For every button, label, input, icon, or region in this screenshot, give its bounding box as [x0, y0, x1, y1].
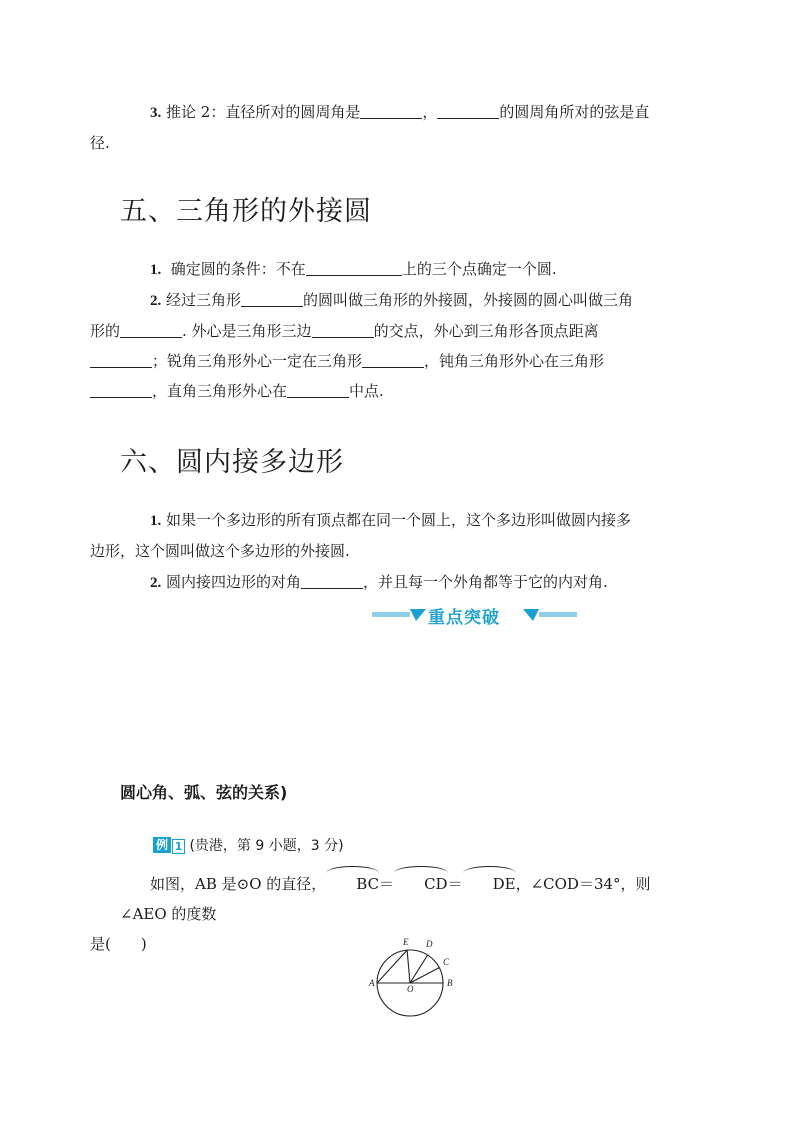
answer-blank[interactable] [90, 351, 152, 368]
answer-blank[interactable] [287, 381, 349, 398]
arc-cd: CD [394, 869, 448, 899]
banner-left-arrow-icon [410, 607, 426, 622]
answer-blank[interactable] [306, 259, 402, 276]
inscribed-polygon-definition-paragraph: 1. 如果一个多边形的所有顶点都在同一个圆上，这个多边形叫做圆内接多 边形，这个圆叫做这个多边形的外接圆. [90, 511, 632, 560]
example-source: (贵港，第 9 小题，3 分) [189, 838, 344, 854]
example-badge: 例 [153, 837, 171, 853]
section-title-circumcircle: 五、三角形的外接圆 [120, 196, 372, 227]
inscribed-quadrilateral-paragraph: 2. 圆内接四边形的对角 ，并且每一个外角都等于它的内对角. [150, 573, 608, 591]
banner-left-bar [372, 612, 410, 617]
answer-blank[interactable] [360, 102, 422, 119]
circle-condition-paragraph: 1. 确定圆的条件：不在 上的三个点确定一个圆. [150, 260, 557, 278]
circumcircle-definition-paragraph: 2. 经过三角形 的圆叫做三角形的外接圆，外接圆的圆心叫做三角 形的 . 外心是三角形三边 的交点，外心到三角形各顶点距离 ；锐角三角形外心一定在三角形 ，钝角三角形外心在三角形 ，直角三角形外心在 中点. [90, 291, 634, 400]
radius-oe [407, 950, 410, 983]
label-b: B [447, 978, 453, 988]
banner-right-bar [539, 612, 577, 617]
arc-de: DE [463, 869, 516, 899]
banner-title: 重点突破 [428, 608, 500, 628]
answer-blank[interactable] [241, 290, 303, 307]
arc-bc: BC [326, 869, 379, 899]
topic-subheading: 圆心角、弧、弦的关系) [120, 783, 288, 802]
section-title-inscribed-polygon: 六、圆内接多边形 [120, 447, 344, 478]
answer-blank[interactable] [362, 351, 424, 368]
answer-blank[interactable] [312, 321, 374, 338]
circle-figure [365, 933, 465, 1018]
example-number: 1 [172, 839, 185, 854]
answer-blank[interactable] [301, 572, 363, 589]
label-a: A [369, 978, 375, 988]
banner-right-arrow-icon [523, 607, 539, 622]
answer-blank[interactable] [437, 102, 499, 119]
label-d: D [426, 939, 433, 949]
key-points-banner [372, 603, 577, 627]
answer-blank[interactable] [90, 381, 152, 398]
label-o: O [407, 984, 414, 994]
example-question: 如图，AB 是⊙O 的直径， BC＝ CD＝ DE，∠COD＝34°，则∠AEO 的度数 是( ) [120, 869, 675, 959]
example-header [153, 835, 344, 855]
corollary-2-paragraph: 3. 推论 2：直径所对的圆周角是 ， 的圆周角所对的弦是直 径. [90, 103, 650, 152]
label-c: C [443, 957, 450, 967]
answer-blank[interactable] [120, 321, 182, 338]
label-e: E [403, 937, 409, 947]
